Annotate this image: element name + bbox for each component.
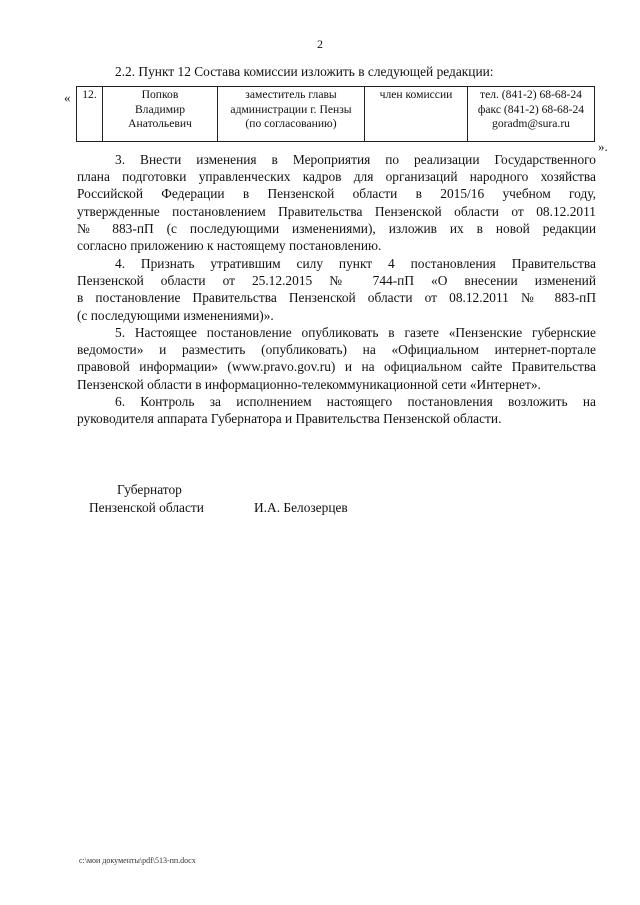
- item-6-paragraph: [77, 393, 596, 427]
- item-5-paragraph: [77, 324, 596, 393]
- signature-name: И.А. Белозерцев: [254, 500, 348, 515]
- item-4-line: в постановление Правительства Пензенской области от 08.12.2011 № 883-пП: [77, 290, 596, 306]
- item-4-line: 4. Признать утратившим силу пункт 4 постановления Правительства: [115, 256, 596, 271]
- section-2-2-heading: [77, 63, 596, 80]
- item-5-line: ведомости» и разместить (опубликовать) на «Официальном интернет-портале: [77, 342, 596, 358]
- row-number: 12.: [82, 88, 97, 101]
- item-3-line: утвержденные постановлением Правительства Пензенской области от 08.12.2011: [77, 203, 596, 219]
- item-3-line: № 883-пП (с последующими изменениями), изложив их в новой редакции: [77, 220, 596, 236]
- member-position-cell: [218, 87, 365, 142]
- member-role-cell: [365, 87, 468, 142]
- item-5-line: правовой информации» (www.pravo.gov.ru) и на официальном сайте Правительства: [77, 359, 596, 375]
- footer-file-path: c:\мои документы\pdf\513-пп.docx: [79, 856, 196, 865]
- closing-quote-mark: ».: [598, 139, 608, 154]
- item-3-line: Российской Федерации в Пензенской области в 2015/16 учебном году,: [77, 186, 596, 202]
- table-row: [77, 87, 595, 142]
- signature-title-line-2: Пензенской области: [89, 500, 204, 515]
- position-line-2: администрации г. Пензы: [230, 102, 352, 116]
- item-6-line: руководителя аппарата Губернатора и Правительства Пензенской области.: [77, 411, 502, 427]
- item-4-line: (с последующими изменениями)».: [77, 307, 274, 323]
- item-3-paragraph: [77, 151, 596, 254]
- contact-email: goradm@sura.ru: [492, 117, 570, 130]
- page-number: 2: [317, 37, 323, 51]
- member-first-name: Владимир: [134, 102, 186, 116]
- member-role: член комиссии: [379, 88, 453, 101]
- opening-quote-mark: «: [64, 90, 71, 105]
- member-name-cell: [103, 87, 218, 142]
- item-3-line: согласно приложению к настоящему постановлению.: [77, 238, 382, 254]
- member-patronymic: Анатольевич: [128, 117, 192, 130]
- contact-phone: тел. (841-2) 68-68-24: [480, 88, 582, 101]
- position-line-3: (по согласованию): [245, 117, 337, 130]
- item-3-line: 3. Внести изменения в Мероприятия по реализации Государственного: [115, 152, 596, 167]
- signature-title-line-1: Губернатор: [117, 482, 182, 497]
- position-line-1: заместитель главы: [245, 88, 337, 101]
- item-5-line: Пензенской области в информационно-телекоммуникационной сети «Интернет».: [77, 376, 541, 392]
- member-surname: Попков: [141, 88, 179, 101]
- item-6-line: 6. Контроль за исполнением настоящего постановления возложить на: [115, 394, 596, 409]
- commission-table: [76, 86, 595, 142]
- item-4-paragraph: [77, 255, 596, 324]
- item-4-line: Пензенской области от 25.12.2015 № 744-пП «О внесении изменений: [77, 273, 596, 289]
- section-2-2-text: 2.2. Пункт 12 Состава комиссии изложить в следующей редакции:: [115, 64, 494, 79]
- item-5-line: 5. Настоящее постановление опубликовать в газете «Пензенские губернские: [115, 325, 596, 340]
- contact-fax: факс (841-2) 68-68-24: [477, 102, 585, 116]
- member-contacts-cell: [468, 87, 595, 142]
- item-3-line: плана подготовки управленческих кадров для организаций народного хозяйства: [77, 169, 596, 185]
- row-number-cell: [77, 87, 103, 142]
